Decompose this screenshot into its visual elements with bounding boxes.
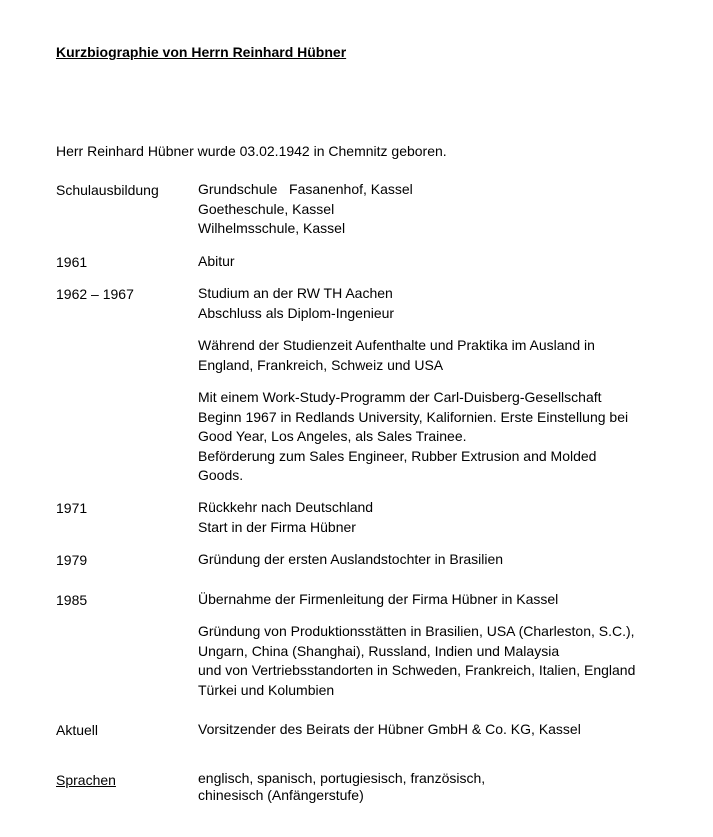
entry-line: Ungarn, China (Shanghai), Russland, Indien und Malaysia <box>198 642 560 659</box>
entry-line: und von Vertriebsstandorten in Schweden, Frankreich, Italien, England <box>198 662 636 678</box>
entry-label-1971: 1971 <box>56 500 88 516</box>
entry-label-sprachen: Sprachen <box>56 772 116 788</box>
entry-line: Abitur <box>198 253 235 269</box>
entry-line: Good Year, Los Angeles, als Sales Trainee. <box>198 428 467 444</box>
document-title: Kurzbiographie von Herrn Reinhard Hübner <box>56 44 347 60</box>
entry-line: Start in der Firma Hübner <box>198 518 356 535</box>
entry-line: Übernahme der Firmenleitung der Firma Hübner in Kassel <box>198 591 559 607</box>
entry-schulausbildung <box>198 180 413 239</box>
entry-label-1979: 1979 <box>56 552 88 568</box>
entry-line: Goods. <box>198 467 244 483</box>
entry-1985 <box>198 590 558 610</box>
entry-line: Beförderung zum Sales Engineer, Rubber Extrusion and Molded <box>198 447 597 464</box>
entry-line: Goetheschule, Kassel <box>198 200 335 217</box>
entry-line: Vorsitzender des Beirats der Hübner GmbH & Co. KG, Kassel <box>198 721 581 737</box>
entry-line: Wilhelmsschule, Kassel <box>198 220 346 236</box>
entry-1979 <box>198 550 503 570</box>
entry-studienzeit <box>198 336 595 375</box>
entry-line: England, Frankreich, Schweiz und USA <box>198 356 444 373</box>
entry-label-1985: 1985 <box>56 592 88 608</box>
entry-line: Türkei und Kolumbien <box>198 681 335 698</box>
entry-line: Gründung von Produktionsstätten in Brasilien, USA (Charleston, S.C.), <box>198 623 635 639</box>
entry-line: Studium an der RW TH Aachen <box>198 285 393 301</box>
entry-1961 <box>198 252 235 272</box>
entry-label-1962-1967: 1962 – 1967 <box>56 286 134 302</box>
entry-label-1961: 1961 <box>56 254 88 270</box>
entry-work-study <box>198 388 628 486</box>
entry-sprachen <box>198 770 485 804</box>
entry-1971 <box>198 498 373 537</box>
entry-line: Gründung der ersten Auslandstochter in Brasilien <box>198 551 504 567</box>
entry-aktuell <box>198 720 581 740</box>
entry-1962-1967 <box>198 284 394 323</box>
entry-label-schulausbildung: Schulausbildung <box>56 182 159 198</box>
entry-label-aktuell: Aktuell <box>56 722 99 738</box>
entry-line: englisch, spanisch, portugiesisch, französisch, <box>198 770 486 786</box>
entry-line: Grundschule Fasanenhof, Kassel <box>198 181 413 197</box>
entry-line: Mit einem Work-Study-Programm der Carl-Duisberg-Gesellschaft <box>198 389 602 405</box>
entry-line: Abschluss als Diplom-Ingenieur <box>198 304 395 321</box>
entry-line: chinesisch (Anfängerstufe) <box>198 787 364 803</box>
entry-line: Während der Studienzeit Aufenthalte und Praktika im Ausland in <box>198 337 595 353</box>
entry-line: Rückkehr nach Deutschland <box>198 499 374 515</box>
intro-sentence: Herr Reinhard Hübner wurde 03.02.1942 in Chemnitz geboren. <box>56 143 447 159</box>
entry-produktionsstaetten <box>198 622 635 700</box>
entry-line: Beginn 1967 in Redlands University, Kalifornien. Erste Einstellung bei <box>198 408 629 425</box>
